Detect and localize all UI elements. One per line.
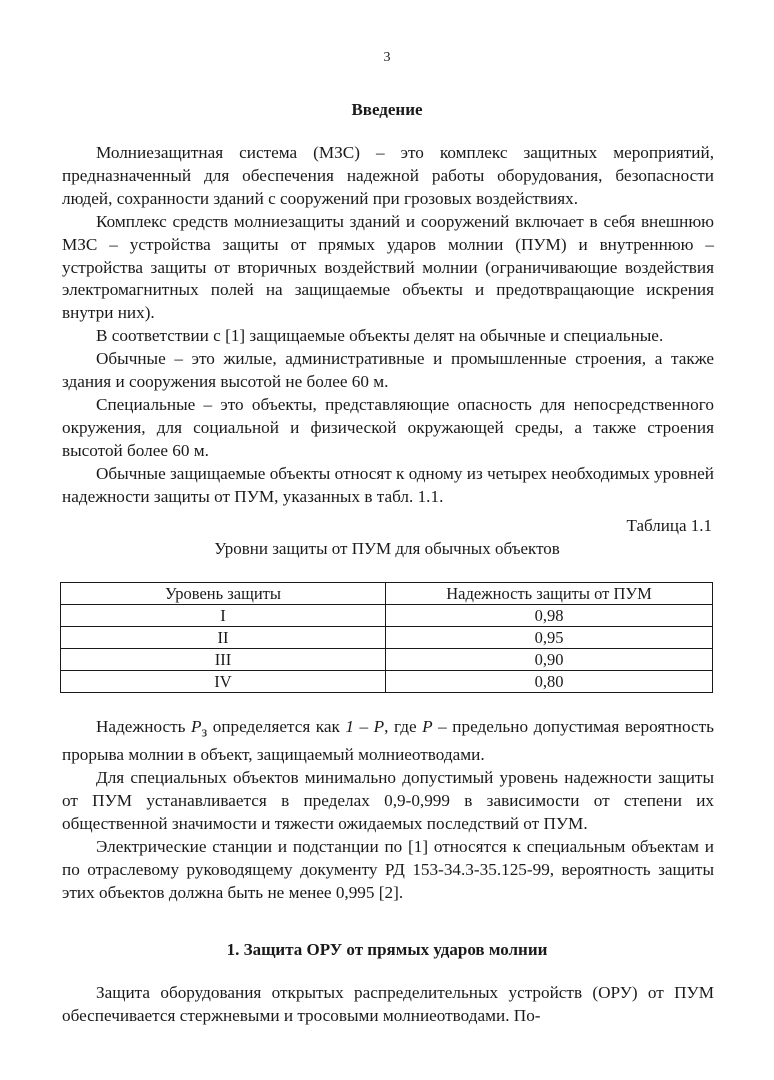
table-cell: 0,95 xyxy=(386,627,713,649)
paragraph: Комплекс средств молниезащиты зданий и сооружений включает в себя внешнюю МЗС – устройства защиты от прямых ударов молнии (ПУМ) и внутреннюю – устройства защиты от вторичных воздействий молнии (ограничивающие воздействия электромагнитных полей на защищаемые объекты и предотвращающие искрения внутри них). xyxy=(62,211,714,323)
table-row xyxy=(61,671,713,693)
paragraph: В соответствии с [1] защищаемые объекты делят на обычные и специальные. xyxy=(96,326,664,346)
table-header-row xyxy=(61,583,713,605)
table-cell: 0,80 xyxy=(386,671,713,693)
text-run: определяется как xyxy=(207,717,346,736)
text-run: , где xyxy=(384,717,423,736)
reliability-paragraph xyxy=(62,716,714,767)
table-cell: 0,90 xyxy=(386,649,713,671)
paragraph: Электрические станции и подстанции по [1] относятся к специальным объектам и по отраслевому руководящему документу РД 153-34.3-35.125-99, вероятность защиты этих объектов должна быть не менее 0,995 [2]. xyxy=(62,836,714,902)
paragraph: Специальные – это объекты, представляющие опасность для непосредственного окружения, для социальной и физической окружающей среды, а также строения высотой более 60 м. xyxy=(62,394,714,460)
text-run: – предельно допустимая вероятность прорыва молнии в объект, защищаемый молниеотводами. xyxy=(62,717,714,765)
table-cell: 0,98 xyxy=(386,605,713,627)
table-caption: Уровни защиты от ПУМ для обычных объектов xyxy=(214,539,560,558)
symbol-subscript: з xyxy=(201,724,208,741)
page-number: 3 xyxy=(383,50,391,65)
table-cell: III xyxy=(61,649,386,671)
section-heading: 1. Защита ОРУ от прямых ударов молнии xyxy=(226,940,548,959)
paragraph: Обычные – это жилые, административные и промышленные строения, а также здания и сооружения высотой не более 60 м. xyxy=(62,349,714,392)
paragraph: Защита оборудования открытых распределительных устройств (ОРУ) от ПУМ обеспечивается стержневыми и тросовыми молниеотводами. По- xyxy=(62,983,714,1025)
section-text xyxy=(62,982,714,1028)
intro-heading: Введение xyxy=(351,100,423,119)
table-cell: IV xyxy=(61,671,386,693)
table-label: Таблица 1.1 xyxy=(626,516,712,535)
symbol-pz: P xyxy=(191,717,202,736)
table-row xyxy=(61,627,713,649)
paragraph: Для специальных объектов минимально допустимый уровень надежности защиты от ПУМ устанавливается в пределах 0,9-0,999 в зависимости от степени их общественной значимости и тяжести ожидаемых последствий от ПУМ. xyxy=(62,768,714,834)
paragraph: Обычные защищаемые объекты относят к одному из четырех необходимых уровней надежности защиты от ПУМ, указанных в табл. 1.1. xyxy=(62,463,715,506)
reliability-text xyxy=(62,716,714,905)
table-row xyxy=(61,649,713,671)
protection-levels-table xyxy=(60,582,713,693)
symbol-p: P xyxy=(422,717,433,736)
paragraph: Молниезащитная система (МЗС) – это комплекс защитных мероприятий, предназначенный для обеспечения надежной работы оборудования, безопасности людей, сохранности зданий с сооружений при грозовых воздействиях. xyxy=(62,143,714,208)
table-row xyxy=(61,605,713,627)
column-header: Надежность защиты от ПУМ xyxy=(386,583,713,605)
column-header: Уровень защиты xyxy=(61,583,386,605)
formula: 1 – P xyxy=(345,717,385,736)
table-cell: I xyxy=(61,605,386,627)
intro-text xyxy=(62,142,714,509)
text-run: Надежность xyxy=(96,717,192,736)
table-cell: II xyxy=(61,627,386,649)
